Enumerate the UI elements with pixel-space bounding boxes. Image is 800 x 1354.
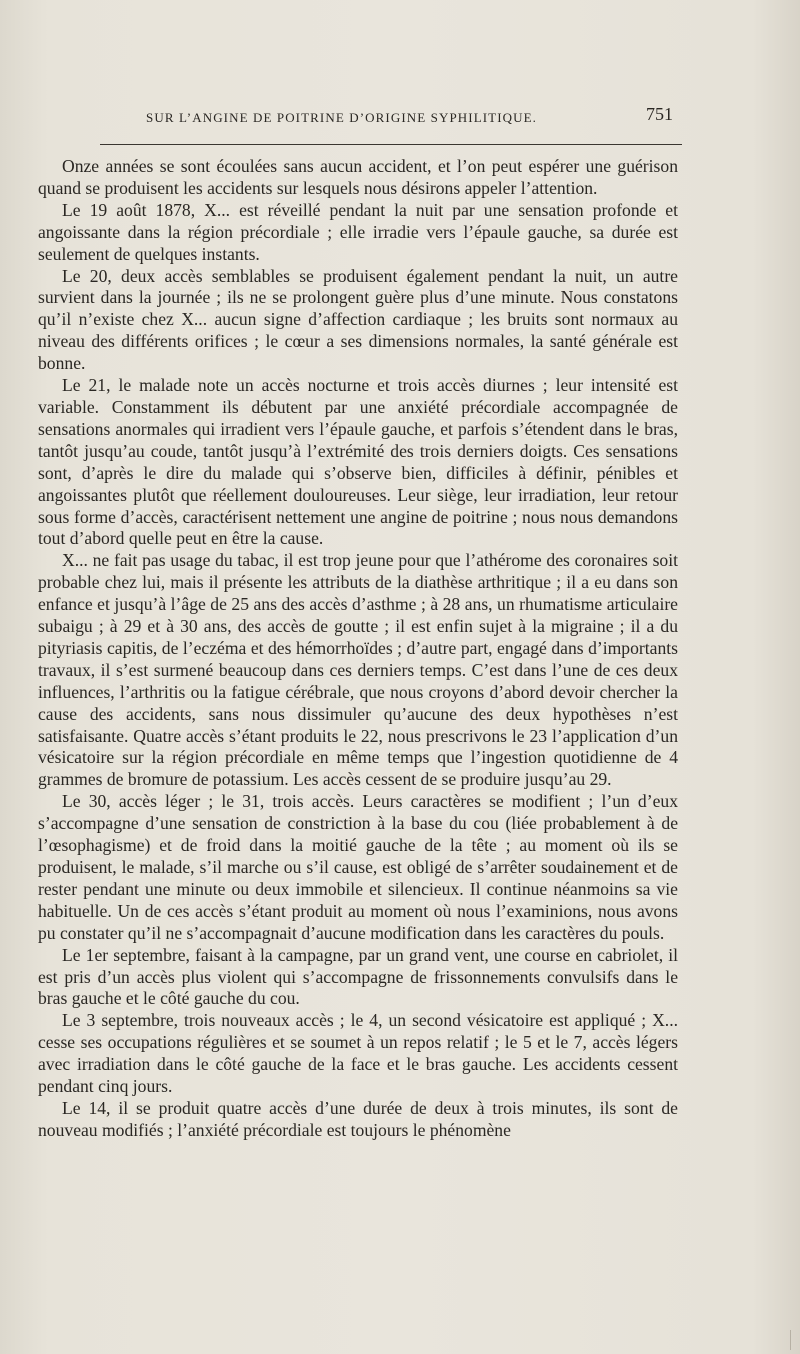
paragraph: Onze années se sont écoulées sans aucun accident, et l’on peut espérer une guérison quand se produisent les accidents sur lesquels nous désirons appeler l’attention. <box>38 156 678 198</box>
paragraph: X... ne fait pas usage du tabac, il est trop jeune pour que l’athérome des coronaires soit probable chez lui, mais il présente les attributs de la diathèse arthritique ; il a eu dans son enfance et jusqu’à l’âge de 25 ans des accès d’asthme ; à 28 ans, un rhumatisme articulaire subaigu ; à 29 et à 30 ans, des accès de goutte ; il est enfin sujet à la migraine ; il a du pityriasis capitis, de l’eczéma et des hémorrhoïdes ; d’autre part, engagé dans d’importants travaux, il s’est surmené beaucoup dans ces derniers temps. C’est dans l’une de ces deux influences, l’arthritis ou la fatigue cérébrale, que nous croyons d’abord devoir chercher la cause des accidents, sans nous dissimuler qu’aucune des deux hypothèses n’est satisfaisante. Quatre accès s’étant produits le 22, nous prescrivons le 23 l’application d’un vésicatoire sur la région précordiale en même temps que l’ingestion quotidienne de 4 grammes de bromure de potassium. Les accès cessent de se produire jusqu’au 29. <box>38 550 678 790</box>
paragraph: Le 1er septembre, faisant à la campagne, par un grand vent, une course en cabriolet, il est pris d’un accès plus violent qui s’accompagne de frissonnements convulsifs dans le bras gauche et le côté gauche du cou. <box>38 944 678 1009</box>
paragraph: Le 19 août 1878, X... est réveillé pendant la nuit par une sensation profonde et angoissante dans la région précordiale ; elle irradie vers l’épaule gauche, sa durée est seulement de quelques instants. <box>38 199 678 264</box>
running-head <box>38 104 678 128</box>
paragraph: Le 20, deux accès semblables se produisent également pendant la nuit, un autre survient dans la journée ; ils ne se prolongent guère plus d’une minute. Nous constatons qu’il n’existe chez X... aucun signe d’affection cardiaque ; les bruits sont normaux au niveau des différents orifices ; le cœur a ses dimensions normales, la santé générale est bonne. <box>38 265 678 374</box>
paragraph: Le 21, le malade note un accès nocturne et trois accès diurnes ; leur intensité est variable. Constamment ils débutent par une anxiété précordiale accompagnée de sensations anormales qui irradient vers l’épaule gauche, et parfois s’étendent dans le bras, tantôt jusqu’au coude, tantôt jusqu’à l’extrémité des trois derniers doigts. Ces sensations sont, d’après le dire du malade qui s’observe bien, difficiles à définir, pénibles et angoissantes plutôt que réellement douloureuses. Leur siège, leur irradiation, leur retour sous forme d’accès, caractérisent nettement une angine de poitrine ; nous nous demandons tout d’abord quelle peut en être la cause. <box>38 375 678 549</box>
header-rule <box>100 144 682 145</box>
running-title: SUR L’ANGINE DE POITRINE D’ORIGINE SYPHILITIQUE. <box>146 110 538 125</box>
page-number: 751 <box>646 104 673 124</box>
paragraph: Le 3 septembre, trois nouveaux accès ; le 4, un second vésicatoire est appliqué ; X... cesse ses occupations régulières et se soumet à un repos relatif ; le 5 et le 7, accès légers avec irradiation dans le côté gauche de la face et le bras gauche. Les accidents cessent pendant cinq jours. <box>38 1010 678 1097</box>
page-edge-mark <box>790 1330 799 1350</box>
paragraph: Le 30, accès léger ; le 31, trois accès. Leurs caractères se modifient ; l’un d’eux s’accompagne d’une sensation de constriction à la base du cou (liée probablement à de l’œsophagisme) et de froid dans la moitié gauche de la tête ; au moment où ils se produisent, le malade, s’il marche ou s’il cause, est obligé de s’arrêter soudainement et de rester pendant une minute ou deux immobile et silencieux. Il continue néanmoins sa vie habituelle. Un de ces accès s’étant produit au moment où nous l’examinions, nous avons pu constater qu’il ne s’accompagnait d’aucune modification dans les caractères du pouls. <box>38 791 678 943</box>
body-text <box>38 156 678 1142</box>
paragraph: Le 14, il se produit quatre accès d’une durée de deux à trois minutes, ils sont de nouveau modifiés ; l’anxiété précordiale est toujours le phénomène <box>38 1097 678 1140</box>
